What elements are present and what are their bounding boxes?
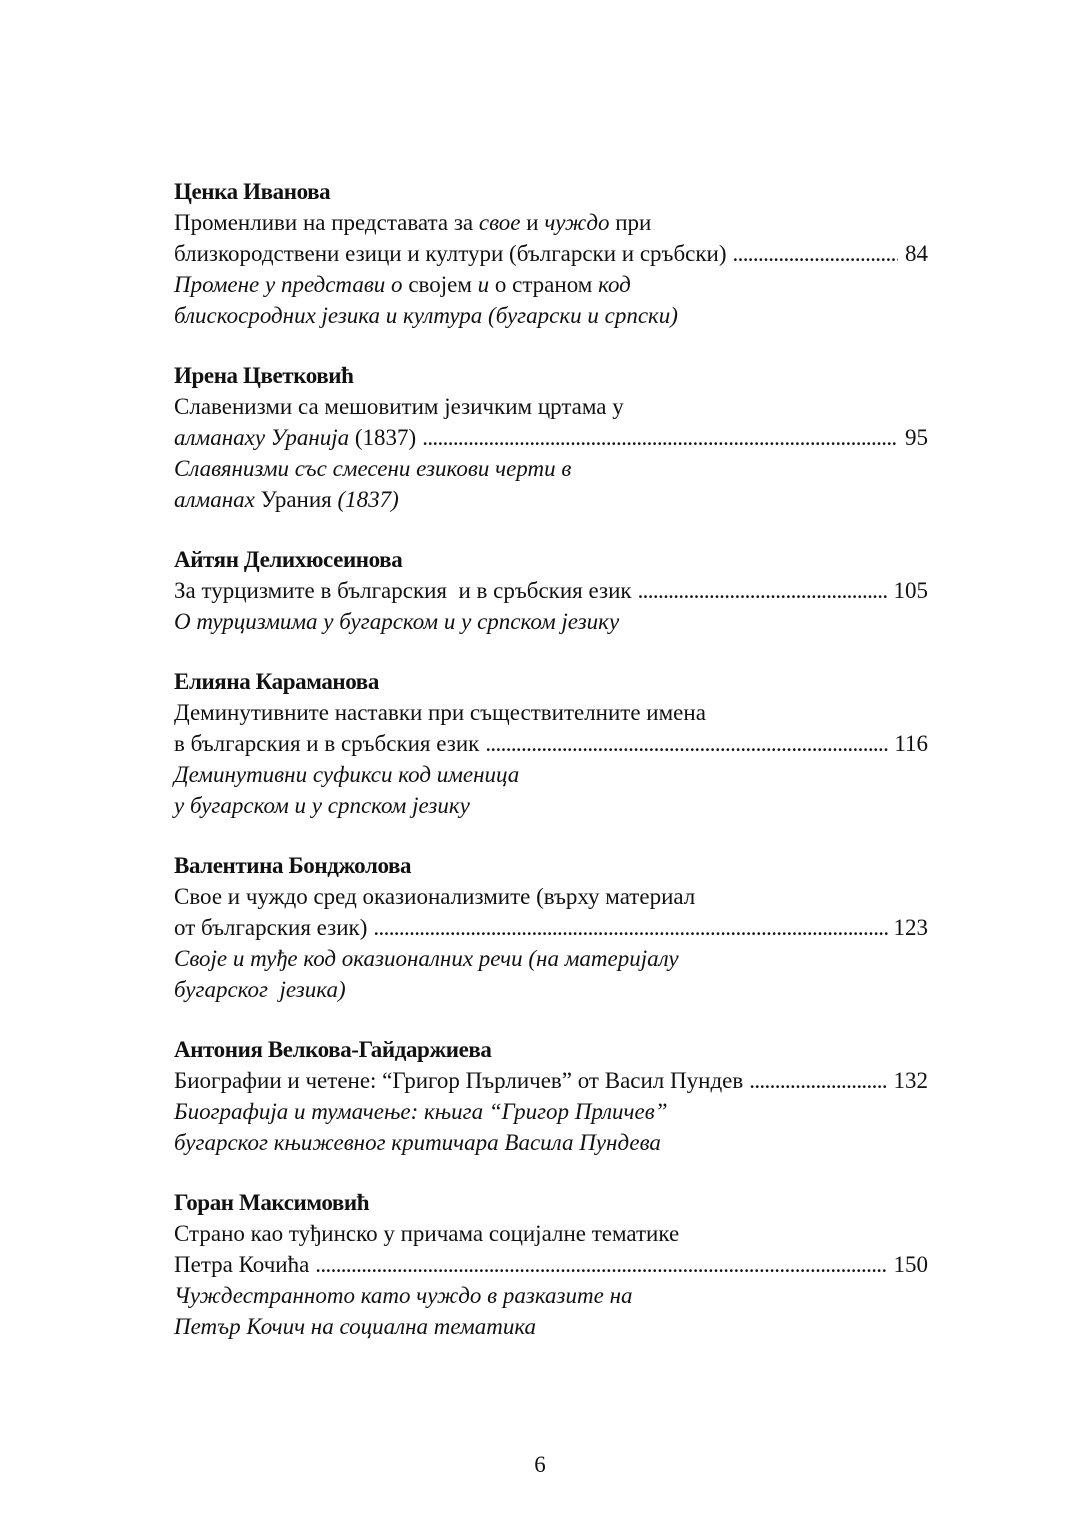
entry-translation-line [174, 484, 928, 515]
text-run: Промене у представи о [174, 272, 409, 297]
entry-translation-line [174, 1280, 928, 1311]
entry-title-line [174, 881, 928, 912]
text-run: Биографии и четене: “Григор Пърличев” от Васил Пундев [174, 1068, 744, 1093]
toc-entry [174, 360, 928, 515]
entry-translation-line [174, 1127, 928, 1158]
entry-title-line [174, 391, 928, 422]
entry-title-line [174, 207, 928, 238]
entry-translation-line [174, 790, 928, 821]
text-run: Свое и чуждо сред оказионализмите (върху материал [174, 884, 696, 909]
toc-entry [174, 176, 928, 331]
text-run: блискосродних језика и култура (бугарски и српски) [174, 303, 678, 328]
text-run: (1837) [349, 425, 417, 450]
dot-leader [373, 912, 887, 943]
text-run: својем [408, 272, 472, 297]
text-run: (1837) [331, 487, 399, 512]
entry-title-last-line [174, 575, 928, 606]
text-run: Деминутивни суфикси код именица [174, 762, 520, 787]
entry-translation-line [174, 1311, 928, 1342]
text-run: Страно као туђинско у причама социјалне тематике [174, 1221, 680, 1246]
entry-title-line [174, 1218, 928, 1249]
page-number: 6 [534, 1452, 546, 1477]
text-run: код [592, 272, 631, 297]
dot-leader [749, 1065, 887, 1096]
text-run: о страном [494, 272, 593, 297]
text-run: от българския език) [174, 915, 368, 940]
entry-translation-line [174, 606, 928, 637]
entry-page-number: 95 [905, 425, 928, 450]
entry-title-last-line [174, 1249, 928, 1280]
entry-translation-line [174, 453, 928, 484]
dot-leader [422, 422, 898, 453]
entry-translation-line [174, 300, 928, 331]
text-run: при [609, 210, 652, 235]
toc-entry [174, 666, 928, 821]
dot-leader [638, 575, 888, 606]
entry-title-last-line [174, 728, 928, 759]
table-of-contents [174, 176, 928, 1371]
entry-translation-line [174, 269, 928, 300]
text-run: Деминутивните наставки при съществителните имена [174, 700, 706, 725]
text-run: О турцизмима у бугарском и у српском језику [174, 609, 620, 634]
dot-leader [733, 238, 899, 269]
text-run: Биографија и тумачење: књига “Григор Прличев” [174, 1099, 668, 1124]
text-run: и [471, 272, 495, 297]
entry-title-last-line [174, 1065, 928, 1096]
entry-translation-line [174, 759, 928, 790]
text-run: близкородствени езици и култури (български и сръбски) [174, 241, 727, 266]
entry-author: Горан Максимовић [174, 1190, 370, 1215]
toc-entry [174, 544, 928, 637]
entry-page-number: 84 [905, 241, 928, 266]
text-run: в българския и в сръбския език [174, 731, 480, 756]
entry-translation-line [174, 974, 928, 1005]
toc-entry [174, 1187, 928, 1342]
text-run: алманах [174, 487, 261, 512]
entry-author: Валентина Бонджолова [174, 853, 412, 878]
toc-entry [174, 850, 928, 1005]
entry-title-last-line [174, 238, 928, 269]
dot-leader [485, 728, 888, 759]
text-run: Славенизми са мешовитим језичким цртама у [174, 394, 624, 419]
entry-title-last-line [174, 912, 928, 943]
text-run: Променливи на представата за [174, 210, 479, 235]
entry-translation-line [174, 1096, 928, 1127]
entry-title-line [174, 697, 928, 728]
entry-page-number: 132 [893, 1068, 928, 1093]
text-run: Славянизми със смесени езикови черти в [174, 456, 572, 481]
text-run: Петра Кочића [174, 1252, 310, 1277]
text-run: свое [478, 210, 521, 235]
toc-entry [174, 1034, 928, 1158]
dot-leader [315, 1249, 887, 1280]
text-run: Своје и туђе код оказионалних речи (на материјалу [174, 946, 679, 971]
entry-page-number: 105 [893, 578, 928, 603]
entry-author: Ирена Цветковић [174, 363, 354, 388]
text-run: и [520, 210, 545, 235]
text-run: Урания [260, 487, 332, 512]
text-run: бугарског књижевног критичара Васила Пундева [174, 1130, 661, 1155]
text-run: За турцизмите в българския и в сръбския език [174, 578, 632, 603]
text-run: бугарског језика) [174, 977, 346, 1002]
entry-translation-line [174, 943, 928, 974]
text-run: у бугарском и у српском језику [174, 793, 470, 818]
entry-author: Антония Велкова-Гайдаржиева [174, 1037, 492, 1062]
entry-page-number: 123 [893, 915, 928, 940]
entry-author: Елияна Караманова [174, 669, 379, 694]
text-run: чуждо [544, 210, 610, 235]
text-run: Петър Кочич на социална тематика [174, 1314, 537, 1339]
text-run: алманаху Уранија [174, 425, 350, 450]
entry-page-number: 116 [894, 731, 928, 756]
entry-title-last-line [174, 422, 928, 453]
entry-page-number: 150 [893, 1252, 928, 1277]
entry-author: Айтян Делихюсеинова [174, 547, 403, 572]
entry-author: Ценка Иванова [174, 179, 331, 204]
text-run: Чуждестранното като чуждо в разказите на [174, 1283, 633, 1308]
